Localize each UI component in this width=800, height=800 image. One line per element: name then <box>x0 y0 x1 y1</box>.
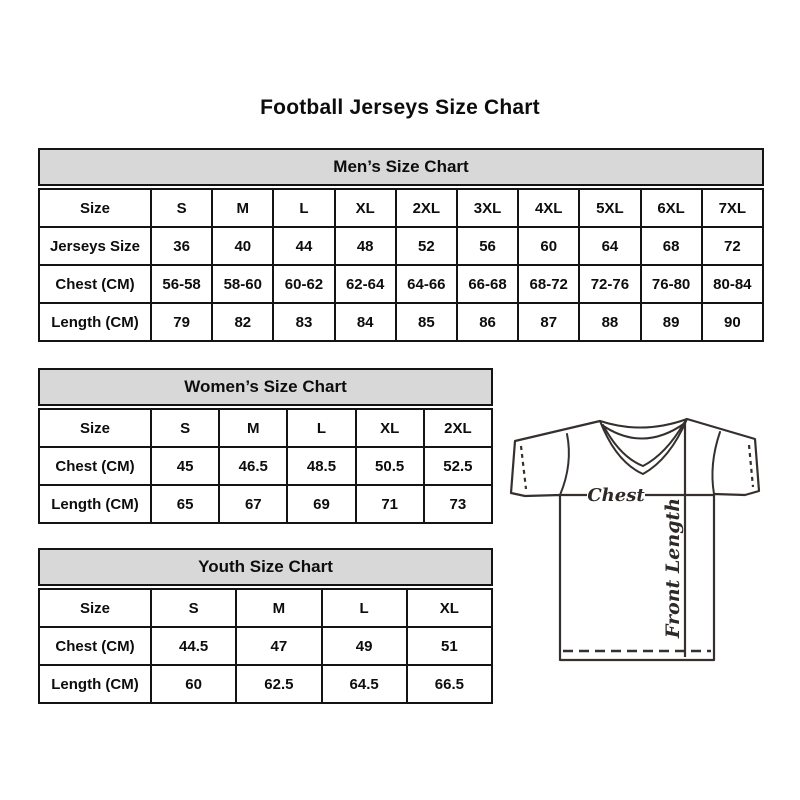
value-cell: 51 <box>407 627 492 665</box>
value-cell: 69 <box>287 485 355 523</box>
value-cell: 52.5 <box>424 447 492 485</box>
value-cell: 47 <box>236 627 321 665</box>
table-row <box>39 227 763 265</box>
value-cell: 89 <box>641 303 702 341</box>
value-cell: S <box>151 589 236 627</box>
value-cell: 80-84 <box>702 265 763 303</box>
youth-chart-header: Youth Size Chart <box>38 548 493 586</box>
value-cell: 66-68 <box>457 265 518 303</box>
row-label-cell: Size <box>39 189 151 227</box>
value-cell: 68-72 <box>518 265 579 303</box>
value-cell: 62-64 <box>335 265 396 303</box>
value-cell: 73 <box>424 485 492 523</box>
value-cell: 5XL <box>579 189 640 227</box>
womens-size-chart-section <box>38 368 493 524</box>
chest-label: Chest <box>587 485 645 506</box>
value-cell: 3XL <box>457 189 518 227</box>
front-length-label: Front Length <box>662 497 684 639</box>
row-label-cell: Length (CM) <box>39 485 151 523</box>
value-cell: 36 <box>151 227 212 265</box>
row-label-cell: Chest (CM) <box>39 265 151 303</box>
value-cell: 72-76 <box>579 265 640 303</box>
value-cell: 7XL <box>702 189 763 227</box>
row-label-cell: Length (CM) <box>39 303 151 341</box>
value-cell: M <box>212 189 273 227</box>
value-cell: 2XL <box>424 409 492 447</box>
value-cell: 44.5 <box>151 627 236 665</box>
table-row <box>39 665 492 703</box>
table-row <box>39 589 492 627</box>
row-label-cell: Chest (CM) <box>39 447 151 485</box>
row-label-cell: Chest (CM) <box>39 627 151 665</box>
row-label-cell: Size <box>39 589 151 627</box>
value-cell: 44 <box>273 227 334 265</box>
table-row <box>39 485 492 523</box>
value-cell: 56-58 <box>151 265 212 303</box>
value-cell: 87 <box>518 303 579 341</box>
value-cell: 84 <box>335 303 396 341</box>
value-cell: 85 <box>396 303 457 341</box>
value-cell: 66.5 <box>407 665 492 703</box>
row-label-cell: Length (CM) <box>39 665 151 703</box>
value-cell: L <box>287 409 355 447</box>
jersey-measurement-diagram <box>503 408 798 670</box>
value-cell: 65 <box>151 485 219 523</box>
value-cell: 82 <box>212 303 273 341</box>
value-cell: 4XL <box>518 189 579 227</box>
mens-chart-header: Men’s Size Chart <box>38 148 764 186</box>
right-sleeve-seam <box>712 432 720 494</box>
value-cell: 71 <box>356 485 424 523</box>
womens-chart-header: Women’s Size Chart <box>38 368 493 406</box>
row-label-cell: Size <box>39 409 151 447</box>
value-cell: S <box>151 189 212 227</box>
youth-size-table <box>38 588 493 704</box>
value-cell: 50.5 <box>356 447 424 485</box>
value-cell: 46.5 <box>219 447 287 485</box>
value-cell: 90 <box>702 303 763 341</box>
table-row <box>39 303 763 341</box>
value-cell: 60-62 <box>273 265 334 303</box>
table-row <box>39 189 763 227</box>
value-cell: 64.5 <box>322 665 407 703</box>
mens-size-chart-section <box>38 148 764 342</box>
vneck-inner <box>603 423 684 466</box>
womens-size-table <box>38 408 493 524</box>
value-cell: L <box>273 189 334 227</box>
value-cell: 64-66 <box>396 265 457 303</box>
value-cell: 68 <box>641 227 702 265</box>
collar-back-arc <box>600 419 687 428</box>
mens-size-table <box>38 188 764 342</box>
right-cuff-stitch <box>749 445 753 487</box>
value-cell: 56 <box>457 227 518 265</box>
value-cell: M <box>236 589 321 627</box>
table-row <box>39 627 492 665</box>
value-cell: 64 <box>579 227 640 265</box>
value-cell: 58-60 <box>212 265 273 303</box>
value-cell: 45 <box>151 447 219 485</box>
value-cell: 49 <box>322 627 407 665</box>
value-cell: 48.5 <box>287 447 355 485</box>
value-cell: 76-80 <box>641 265 702 303</box>
value-cell: 88 <box>579 303 640 341</box>
value-cell: XL <box>356 409 424 447</box>
value-cell: 40 <box>212 227 273 265</box>
value-cell: 6XL <box>641 189 702 227</box>
value-cell: M <box>219 409 287 447</box>
value-cell: 79 <box>151 303 212 341</box>
value-cell: 2XL <box>396 189 457 227</box>
table-row <box>39 447 492 485</box>
value-cell: 86 <box>457 303 518 341</box>
value-cell: XL <box>407 589 492 627</box>
value-cell: 62.5 <box>236 665 321 703</box>
youth-size-chart-section <box>38 548 493 704</box>
jersey-diagram-svg <box>503 408 798 670</box>
jersey-outline <box>511 419 759 660</box>
table-row <box>39 409 492 447</box>
value-cell: 72 <box>702 227 763 265</box>
value-cell: XL <box>335 189 396 227</box>
value-cell: 67 <box>219 485 287 523</box>
page-title: Football Jerseys Size Chart <box>260 96 540 119</box>
row-label-cell: Jerseys Size <box>39 227 151 265</box>
value-cell: 60 <box>518 227 579 265</box>
left-cuff-stitch <box>521 446 526 489</box>
value-cell: 48 <box>335 227 396 265</box>
value-cell: S <box>151 409 219 447</box>
left-sleeve-seam <box>560 434 569 495</box>
value-cell: 83 <box>273 303 334 341</box>
value-cell: L <box>322 589 407 627</box>
table-row <box>39 265 763 303</box>
value-cell: 60 <box>151 665 236 703</box>
value-cell: 52 <box>396 227 457 265</box>
